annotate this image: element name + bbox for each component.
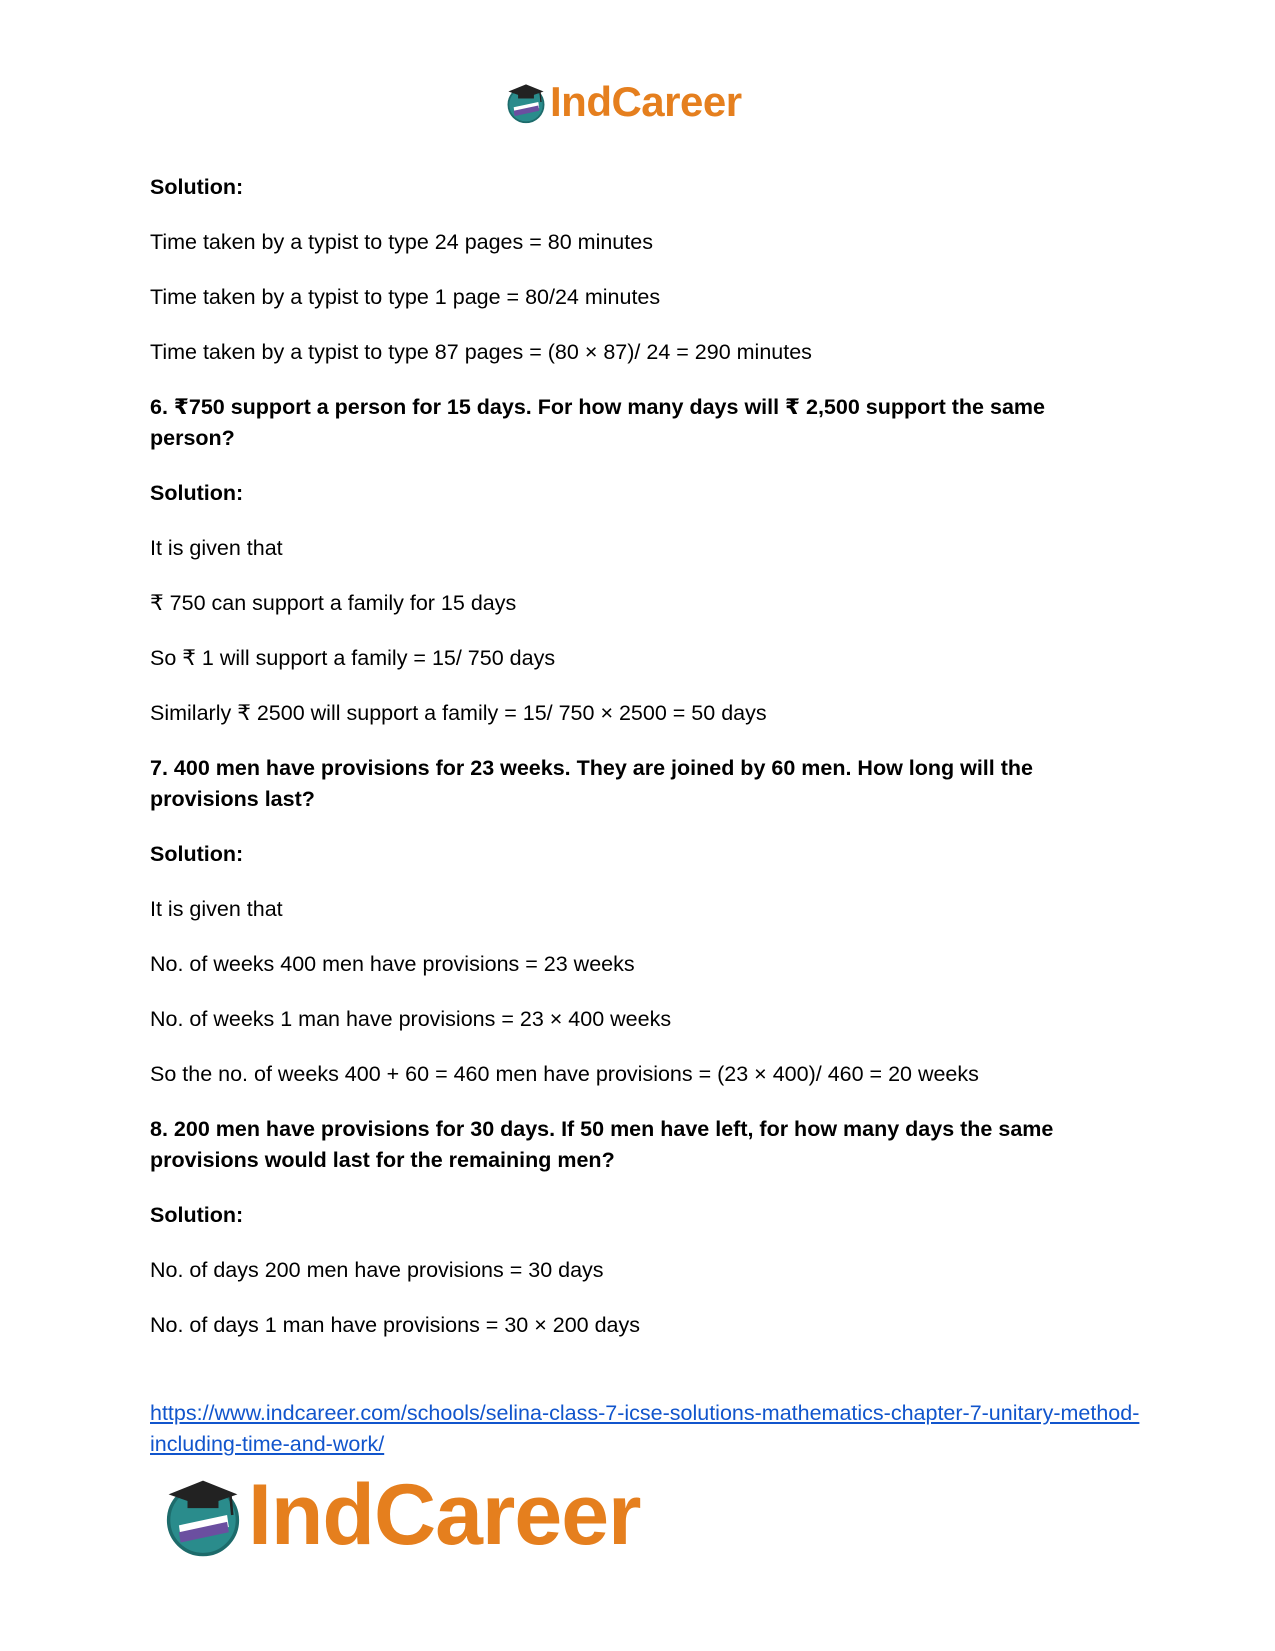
header-logo — [504, 78, 742, 126]
solution-line: Time taken by a typist to type 87 pages = (80 × 87)/ 24 = 290 minutes — [150, 340, 812, 364]
graduation-globe-icon — [504, 80, 548, 124]
solution-line: So ₹ 1 will support a family = 15/ 750 days — [150, 646, 556, 670]
question-text: 7. 400 men have provisions for 23 weeks. They are joined by 60 men. How long will the provisions last? — [150, 756, 1033, 811]
solution-line: Time taken by a typist to type 1 page = 80/24 minutes — [150, 285, 661, 309]
footer-logo — [160, 1467, 641, 1563]
source-url-link[interactable]: https://www.indcareer.com/schools/selina-class-7-icse-solutions-mathematics-chapter-7-unitary-method-including-time-and-work/ — [150, 1401, 1140, 1456]
logo-wordmark: IndCareer — [248, 1467, 641, 1563]
solution-heading: Solution: — [150, 481, 244, 505]
solution-heading: Solution: — [150, 175, 244, 199]
solution-line: Time taken by a typist to type 24 pages = 80 minutes — [150, 230, 653, 254]
question-text: 8. 200 men have provisions for 30 days. If 50 men have left, for how many days the same provisions would last for the remaining men? — [150, 1117, 1054, 1172]
solution-line: No. of days 200 men have provisions = 30 days — [150, 1258, 604, 1282]
question-text: 6. ₹750 support a person for 15 days. For how many days will ₹ 2,500 support the same person? — [150, 395, 1045, 450]
solution-heading: Solution: — [150, 842, 244, 866]
solution-line: No. of weeks 1 man have provisions = 23 × 400 weeks — [150, 1007, 672, 1031]
solution-line: Similarly ₹ 2500 will support a family = 15/ 750 × 2500 = 50 days — [150, 701, 767, 725]
solution-line: It is given that — [150, 536, 283, 560]
solution-line: No. of days 1 man have provisions = 30 × 200 days — [150, 1313, 641, 1337]
document-body — [150, 172, 1130, 1365]
solution-heading: Solution: — [150, 1203, 244, 1227]
solution-line: It is given that — [150, 897, 283, 921]
graduation-globe-icon — [160, 1472, 246, 1558]
solution-line: So the no. of weeks 400 + 60 = 460 men have provisions = (23 × 400)/ 460 = 20 weeks — [150, 1062, 979, 1086]
solution-line: No. of weeks 400 men have provisions = 23 weeks — [150, 952, 635, 976]
solution-line: ₹ 750 can support a family for 15 days — [150, 591, 517, 615]
logo-wordmark: IndCareer — [550, 78, 742, 125]
